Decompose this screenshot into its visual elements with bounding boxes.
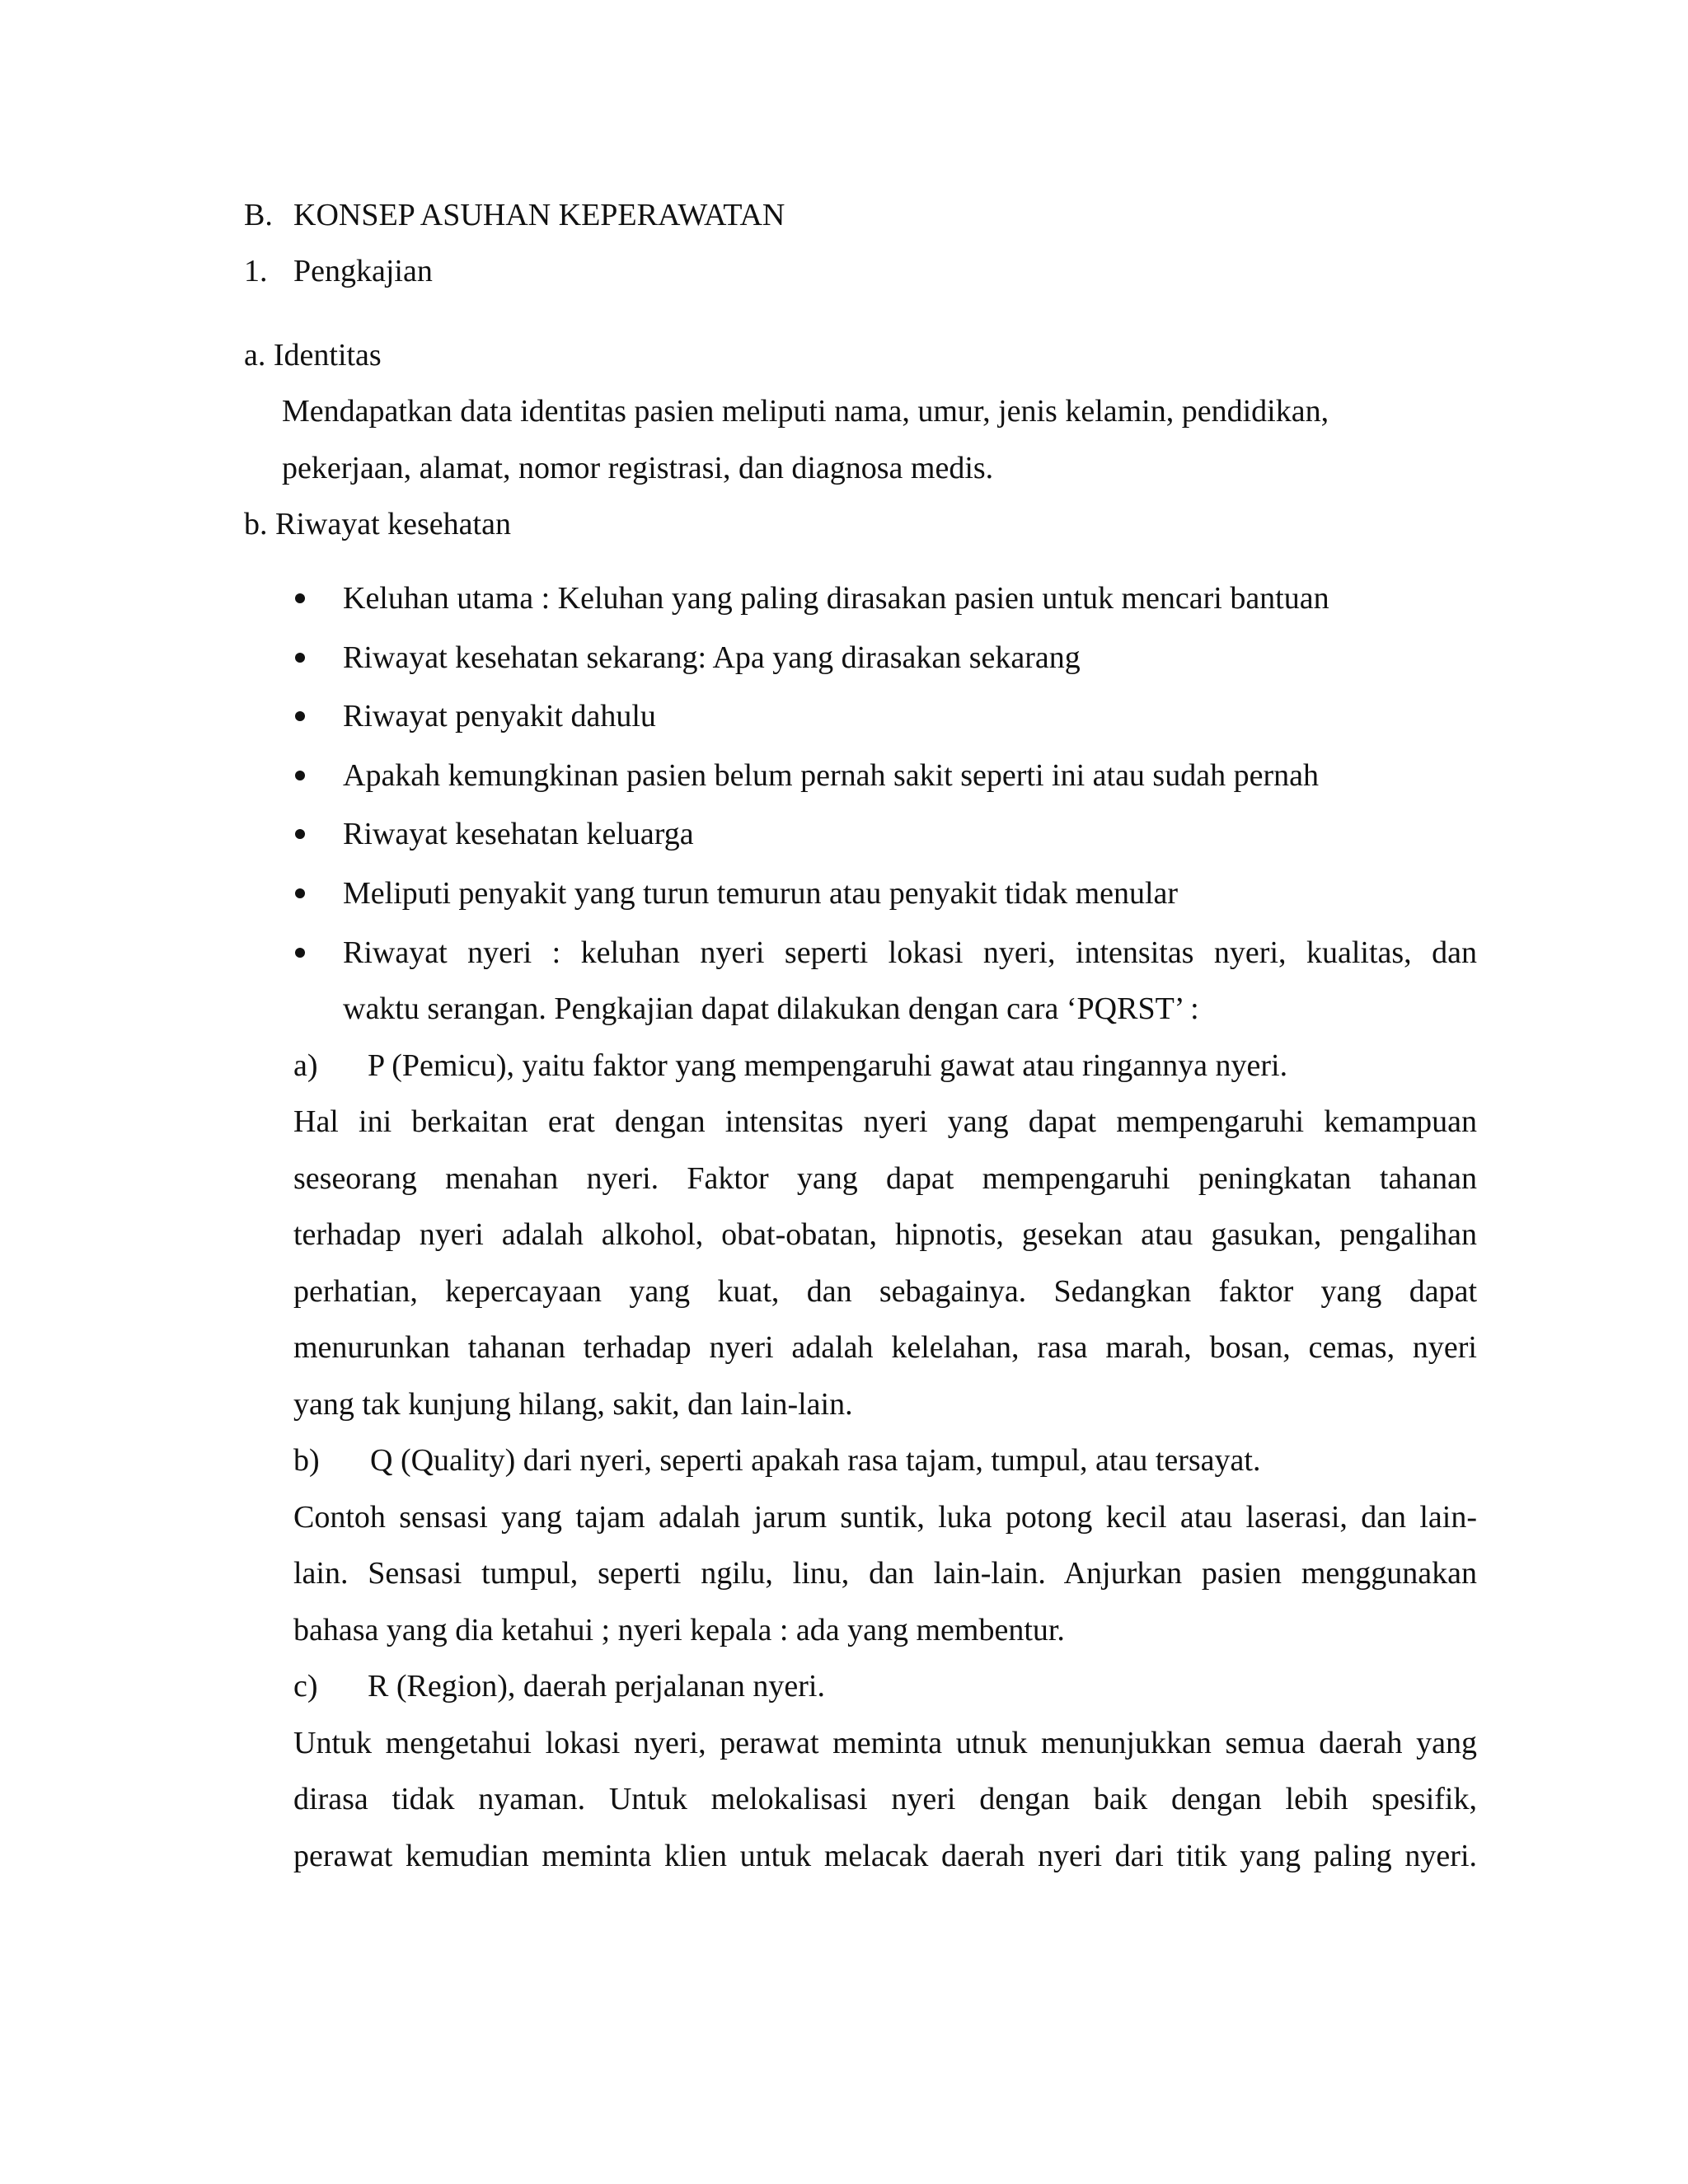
paragraph-line: Hal ini berkaitan erat dengan intensitas nyeri yang dapat mempengaruhi kemampuan xyxy=(293,1104,1477,1139)
pqrst-label-a: a) xyxy=(293,1048,318,1083)
bullet-icon xyxy=(295,888,305,898)
bullet-icon xyxy=(295,711,305,721)
paragraph-line: perawat kemudian meminta klien untuk melacak daerah nyeri dari titik yang paling nyeri. xyxy=(293,1839,1477,1873)
paragraph-line: lain. Sensasi tumpul, seperti ngilu, linu, dan lain-lain. Anjurkan pasien menggunakan xyxy=(293,1556,1477,1591)
paragraph-line: menurunkan tahanan terhadap nyeri adalah kelelahan, rasa marah, bosan, cemas, nyeri xyxy=(293,1330,1477,1365)
paragraph-line: terhadap nyeri adalah alkohol, obat-obatan, hipnotis, gesekan atau gasukan, pengalihan xyxy=(293,1217,1477,1252)
list-item: Riwayat penyakit dahulu xyxy=(343,699,656,733)
subsection-title: Pengkajian xyxy=(293,254,433,288)
subsection-number: 1. xyxy=(244,254,268,288)
identitas-line: pekerjaan, alamat, nomor registrasi, dan diagnosa medis. xyxy=(282,451,994,485)
bullet-icon xyxy=(295,653,305,663)
pqrst-label-c: c) xyxy=(293,1669,318,1704)
paragraph-line: Contoh sensasi yang tajam adalah jarum suntik, luka potong kecil atau laserasi, dan lain- xyxy=(293,1500,1477,1535)
paragraph-line: Untuk mengetahui lokasi nyeri, perawat meminta utnuk menunjukkan semua daerah yang xyxy=(293,1726,1477,1760)
list-item: Riwayat kesehatan keluarga xyxy=(343,817,694,851)
list-item-nyeri-line: Riwayat nyeri : keluhan nyeri seperti lokasi nyeri, intensitas nyeri, kualitas, dan xyxy=(343,935,1477,970)
bullet-icon xyxy=(295,829,305,839)
bullet-icon xyxy=(295,593,305,603)
list-item: Keluhan utama : Keluhan yang paling dirasakan pasien untuk mencari bantuan xyxy=(343,581,1329,616)
paragraph-line: yang tak kunjung hilang, sakit, dan lain-lain. xyxy=(293,1387,853,1422)
list-item-nyeri-line: waktu serangan. Pengkajian dapat dilakukan dengan cara ‘PQRST’ : xyxy=(343,991,1199,1026)
section-letter: B. xyxy=(244,198,273,232)
riwayat-heading: b. Riwayat kesehatan xyxy=(244,507,511,541)
list-item: Riwayat kesehatan sekarang: Apa yang dirasakan sekarang xyxy=(343,640,1081,675)
pqrst-item-a: P (Pemicu), yaitu faktor yang mempengaruhi gawat atau ringannya nyeri. xyxy=(368,1048,1288,1083)
identitas-line: Mendapatkan data identitas pasien meliputi nama, umur, jenis kelamin, pendidikan, xyxy=(282,394,1329,429)
list-item: Apakah kemungkinan pasien belum pernah sakit seperti ini atau sudah pernah xyxy=(343,758,1319,793)
identitas-heading: a. Identitas xyxy=(244,338,382,373)
bullet-icon xyxy=(295,771,305,780)
section-title: KONSEP ASUHAN KEPERAWATAN xyxy=(293,198,785,232)
list-item: Meliputi penyakit yang turun temurun atau penyakit tidak menular xyxy=(343,876,1179,911)
paragraph-line: seseorang menahan nyeri. Faktor yang dapat mempengaruhi peningkatan tahanan xyxy=(293,1161,1477,1196)
bullet-icon xyxy=(295,948,305,958)
paragraph-line: perhatian, kepercayaan yang kuat, dan sebagainya. Sedangkan faktor yang dapat xyxy=(293,1274,1477,1309)
paragraph-line: dirasa tidak nyaman. Untuk melokalisasi nyeri dengan baik dengan lebih spesifik, xyxy=(293,1782,1477,1816)
pqrst-label-b: b) xyxy=(293,1443,320,1478)
pqrst-item-b: Q (Quality) dari nyeri, seperti apakah rasa tajam, tumpul, atau tersayat. xyxy=(370,1443,1261,1478)
pqrst-item-c: R (Region), daerah perjalanan nyeri. xyxy=(368,1669,825,1704)
paragraph-line: bahasa yang dia ketahui ; nyeri kepala : ada yang membentur. xyxy=(293,1613,1065,1647)
